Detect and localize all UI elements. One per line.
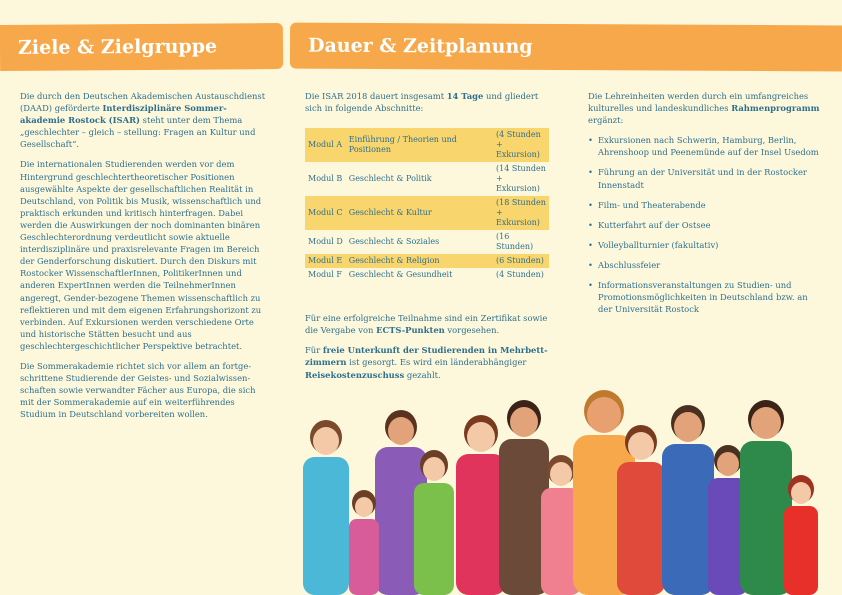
person-figure bbox=[303, 420, 349, 595]
module-mod: Modul D bbox=[308, 237, 343, 247]
module-dur: (18 Stunden + Exkursion) bbox=[493, 196, 549, 230]
list-item: • Volleyballturnier (fakultativ) bbox=[588, 239, 820, 251]
list-item: • Führung an der Universität und in der Rostocker Innenstadt bbox=[588, 166, 820, 190]
table-row bbox=[305, 128, 549, 162]
module-title: Geschlecht & Kultur bbox=[346, 196, 493, 230]
people-group-illustration bbox=[296, 385, 842, 595]
module-dur: (14 Stunden + Exkursion) bbox=[496, 164, 546, 194]
paragraph-description: Die internationalen Studierenden werden vor dem Hintergrund geschlechtertheoretischer Positionen ausgewählte Aspekte der gesellschaftlichen Realität in Deutschland, von Politik bis Musik, wissenschaftlich und praktisch erkunden und kritisch hinterfragen. Dabei werden die Auswirkungen der noch dominanten binären Geschlechterordnung verdeutlicht sowie aktuelle interdisziplinäre und praxisrelevante Fragen im Bereich der Genderforschung diskutiert. Durch den Diskurs mit Rostocker WissenschaftlerInnen, PolitikerInnen und anderen ExpertInnen werden die TeilnehmerInnen angeregt, Gender-bezogene Themen wissenschaftlich zu reflektieren und mit dem eigenen Erfahrungshorizont zu verbinden. Auf Exkursionen werden verschiedene Orte und historische Stätten besucht und aus geschlechtergeschichtlicher Perspektive betrachtet. bbox=[20, 159, 262, 351]
module-dur: (6 Stunden) bbox=[493, 254, 549, 268]
paragraph-target-group: Die Sommerakademie richtet sich vor allem an fortgeschrittene Studierende der Geistes- und Sozialwissenschaften sowie verwandter Fächer aus Europa, die sich mit der Sommerakademie auf ein weiterführendes Studium in Deutschland vorbereiten wollen. bbox=[20, 360, 256, 420]
table-row bbox=[305, 268, 549, 282]
person-figure bbox=[349, 490, 379, 595]
module-dur: (4 Stunden) bbox=[496, 270, 544, 280]
list-item: • Film- und Theaterabende bbox=[588, 199, 820, 211]
module-mod: Modul A bbox=[305, 128, 346, 162]
module-title: Geschlecht & Religion bbox=[346, 254, 493, 268]
paragraph-intro: Die durch den Deutschen Akademischen Austauschdienst (DAAD) geförderte Interdisziplinäre Sommerakademie Rostock (ISAR) steht unter dem Thema „geschlechter – gleich – stellung: Fragen an Kultur und Gesellschaft“. bbox=[20, 91, 266, 150]
list-item: • Informationsveranstaltungen zu Studien- und Promotionsmöglichkeiten in Deutschland bzw. an der Universität Rostock bbox=[588, 279, 820, 315]
module-title: Geschlecht & Soziales bbox=[348, 237, 440, 247]
banner-ziele bbox=[0, 23, 283, 71]
module-title: Geschlecht & Gesundheit bbox=[348, 270, 453, 280]
modules-table bbox=[305, 128, 549, 282]
heading-ziele: Ziele & Zielgruppe bbox=[17, 35, 218, 59]
banner-dauer bbox=[290, 23, 842, 72]
column-left bbox=[20, 90, 266, 428]
table-row bbox=[305, 254, 549, 268]
column-right bbox=[588, 90, 820, 323]
program-list bbox=[588, 134, 820, 315]
column-middle bbox=[305, 90, 551, 389]
list-item: • Abschlussfeier bbox=[588, 259, 820, 271]
module-mod: Modul C bbox=[305, 196, 346, 230]
module-dur: (16 Stunden) bbox=[496, 232, 534, 252]
person-figure bbox=[662, 405, 714, 595]
table-row bbox=[305, 162, 549, 196]
table-row bbox=[305, 196, 549, 230]
paragraph-accommodation: Für freie Unterkunft der Studierenden in Mehrbettzimmern ist gesorgt. Es wird ein länderabhängiger Reisekostenzuschuss gezahlt. bbox=[305, 345, 548, 380]
person-figure bbox=[784, 475, 818, 595]
module-title: Einführung / Theorien und Positionen bbox=[346, 128, 493, 162]
list-item: • Exkursionen nach Schwerin, Hamburg, Berlin, Ahrenshoop und Peenemünde auf der Insel Usedom bbox=[588, 134, 820, 158]
list-item: • Kutterfahrt auf der Ostsee bbox=[588, 219, 820, 231]
module-mod: Modul B bbox=[308, 174, 343, 184]
paragraph-certificate: Für eine erfolgreiche Teilnahme sind ein Zertifikat sowie die Vergabe von ECTS-Punkten vorgesehen. bbox=[305, 313, 548, 336]
module-mod: Modul F bbox=[308, 270, 342, 280]
paragraph-duration: Die ISAR 2018 dauert insgesamt 14 Tage und gliedert sich in folgende Abschnitte: bbox=[305, 91, 539, 114]
person-figure bbox=[456, 415, 506, 595]
module-title: Geschlecht & Politik bbox=[348, 174, 432, 184]
paragraph-program: Die Lehreinheiten werden durch ein umfangreiches kulturelles und landeskundliches Rahmenprogramm ergänzt: bbox=[588, 91, 820, 126]
module-mod: Modul E bbox=[305, 254, 346, 268]
heading-dauer: Dauer & Zeitplanung bbox=[307, 34, 533, 58]
module-dur: (4 Stunden + Exkursion) bbox=[493, 128, 549, 162]
table-row bbox=[305, 230, 549, 254]
